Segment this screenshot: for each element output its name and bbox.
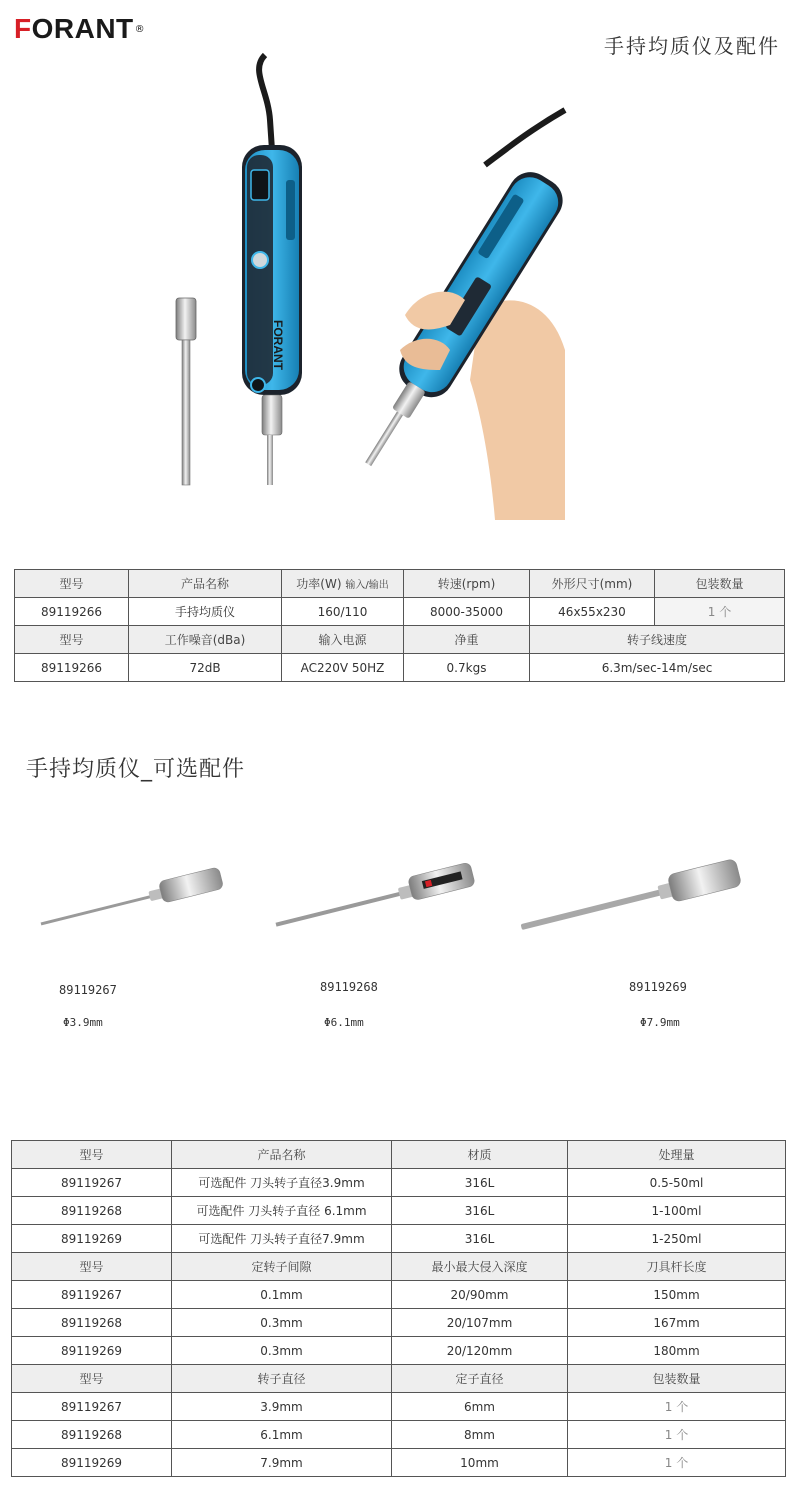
header-product-name: 产品名称 [129, 570, 282, 598]
accessories-title: 手持均质仪_可选配件 [26, 757, 246, 782]
registered-mark: ® [134, 23, 145, 35]
accessory-spec-table [11, 1140, 786, 1477]
value-model-2: 89119266 [15, 654, 129, 682]
accessory-diameter-1: Φ3.9mm [63, 1016, 103, 1029]
header-dimensions: 外形尺寸(mm) [530, 570, 655, 598]
acc-cell: 89119268 [12, 1421, 172, 1449]
value-net-weight: 0.7kgs [404, 654, 530, 682]
table-row [12, 1421, 786, 1449]
acc-header-cell: 材质 [392, 1141, 568, 1169]
value-noise: 72dB [129, 654, 282, 682]
acc-header-cell: 转子直径 [172, 1365, 392, 1393]
acc-header-cell: 型号 [12, 1365, 172, 1393]
table-row [12, 1225, 786, 1253]
acc-cell: 0.3mm [172, 1337, 392, 1365]
acc-cell: 89119267 [12, 1393, 172, 1421]
page-title: 手持均质仪及配件 [604, 34, 780, 58]
acc-header-cell: 刀具杆长度 [568, 1253, 786, 1281]
acc-cell: 1-250ml [568, 1225, 786, 1253]
acc-cell: 89119269 [12, 1449, 172, 1477]
table-row [12, 1309, 786, 1337]
acc-cell: 1-100ml [568, 1197, 786, 1225]
acc-cell: 10mm [392, 1449, 568, 1477]
accessory-code-3: 89119269 [629, 980, 687, 994]
acc-cell: 可选配件 刀头转子直径3.9mm [172, 1169, 392, 1197]
header-model-2: 型号 [15, 626, 129, 654]
acc-cell: 可选配件 刀头转子直径7.9mm [172, 1225, 392, 1253]
table-row [12, 1281, 786, 1309]
spec-header-row-2 [15, 626, 785, 654]
acc-cell: 6.1mm [172, 1421, 392, 1449]
homogenizer-vertical-icon [242, 145, 302, 485]
value-speed: 8000-35000 [404, 598, 530, 626]
acc-header-cell: 定子直径 [392, 1365, 568, 1393]
value-rotor-line-speed: 6.3m/sec-14m/sec [530, 654, 785, 682]
acc-cell: 89119268 [12, 1197, 172, 1225]
acc-cell: 89119267 [12, 1281, 172, 1309]
header-model: 型号 [15, 570, 129, 598]
acc-cell: 89119269 [12, 1225, 172, 1253]
acc-cell: 316L [392, 1225, 568, 1253]
brand-logo [14, 12, 145, 46]
table-row [12, 1197, 786, 1225]
acc-cell: 20/120mm [392, 1337, 568, 1365]
acc-cell: 20/90mm [392, 1281, 568, 1309]
acc-header-row-3 [12, 1365, 786, 1393]
value-product-name: 手持均质仪 [129, 598, 282, 626]
header-power-label: 功率(W) [296, 577, 342, 591]
value-power-supply: AC220V 50HZ [282, 654, 404, 682]
accessory-code-1: 89119267 [59, 983, 117, 997]
acc-header-cell: 处理量 [568, 1141, 786, 1169]
logo-wordmark: FORANT [14, 13, 134, 44]
acc-header-cell: 定转子间隙 [172, 1253, 392, 1281]
acc-cell: 1 个 [568, 1421, 786, 1449]
acc-cell: 316L [392, 1197, 568, 1225]
acc-cell: 89119268 [12, 1309, 172, 1337]
acc-cell: 6mm [392, 1393, 568, 1421]
table-row [12, 1337, 786, 1365]
rotor-image-89119268 [265, 850, 485, 950]
spec-header-row-1 [15, 570, 785, 598]
value-model: 89119266 [15, 598, 129, 626]
acc-header-row-1 [12, 1141, 786, 1169]
header-package-qty: 包装数量 [655, 570, 785, 598]
table-row [12, 1169, 786, 1197]
table-row [12, 1449, 786, 1477]
acc-cell: 1 个 [568, 1393, 786, 1421]
accessory-diameter-2: Φ6.1mm [324, 1016, 364, 1029]
rotor-image-89119267 [30, 855, 240, 945]
acc-cell: 0.5-50ml [568, 1169, 786, 1197]
header-noise: 工作噪音(dBa) [129, 626, 282, 654]
header-power [282, 570, 404, 598]
acc-header-row-2 [12, 1253, 786, 1281]
acc-cell: 8mm [392, 1421, 568, 1449]
acc-header-cell: 型号 [12, 1253, 172, 1281]
spec-value-row-2 [15, 654, 785, 682]
spec-value-row-1 [15, 598, 785, 626]
acc-cell: 0.1mm [172, 1281, 392, 1309]
accessory-code-2: 89119268 [320, 980, 378, 994]
homogenizer-in-hand-icon [345, 110, 571, 520]
acc-header-cell: 产品名称 [172, 1141, 392, 1169]
acc-header-cell: 包装数量 [568, 1365, 786, 1393]
acc-cell: 316L [392, 1169, 568, 1197]
rotor-image-89119269 [510, 845, 750, 955]
acc-cell: 7.9mm [172, 1449, 392, 1477]
value-package-qty: 1 个 [655, 598, 785, 626]
acc-header-cell: 型号 [12, 1141, 172, 1169]
header-power-supply: 输入电源 [282, 626, 404, 654]
value-power: 160/110 [282, 598, 404, 626]
acc-cell: 可选配件 刀头转子直径 6.1mm [172, 1197, 392, 1225]
acc-cell: 0.3mm [172, 1309, 392, 1337]
acc-cell: 180mm [568, 1337, 786, 1365]
table-row [12, 1393, 786, 1421]
header-power-io: 输入/输出 [345, 580, 389, 591]
homogenizer-spec-table [14, 569, 785, 682]
header-speed: 转速(rpm) [404, 570, 530, 598]
loose-rotor-icon [176, 298, 196, 485]
acc-cell: 3.9mm [172, 1393, 392, 1421]
acc-cell: 20/107mm [392, 1309, 568, 1337]
header-rotor-line-speed: 转子线速度 [530, 626, 785, 654]
acc-cell: 167mm [568, 1309, 786, 1337]
acc-cell: 150mm [568, 1281, 786, 1309]
accessory-diameter-3: Φ7.9mm [640, 1016, 680, 1029]
acc-header-cell: 最小最大侵入深度 [392, 1253, 568, 1281]
svg-text:FORANT: FORANT [271, 320, 285, 370]
value-dimensions: 46x55x230 [530, 598, 655, 626]
acc-cell: 1 个 [568, 1449, 786, 1477]
header-net-weight: 净重 [404, 626, 530, 654]
acc-cell: 89119269 [12, 1337, 172, 1365]
acc-cell: 89119267 [12, 1169, 172, 1197]
accessory-spec-body [12, 1141, 786, 1477]
product-hero-image [150, 50, 580, 530]
